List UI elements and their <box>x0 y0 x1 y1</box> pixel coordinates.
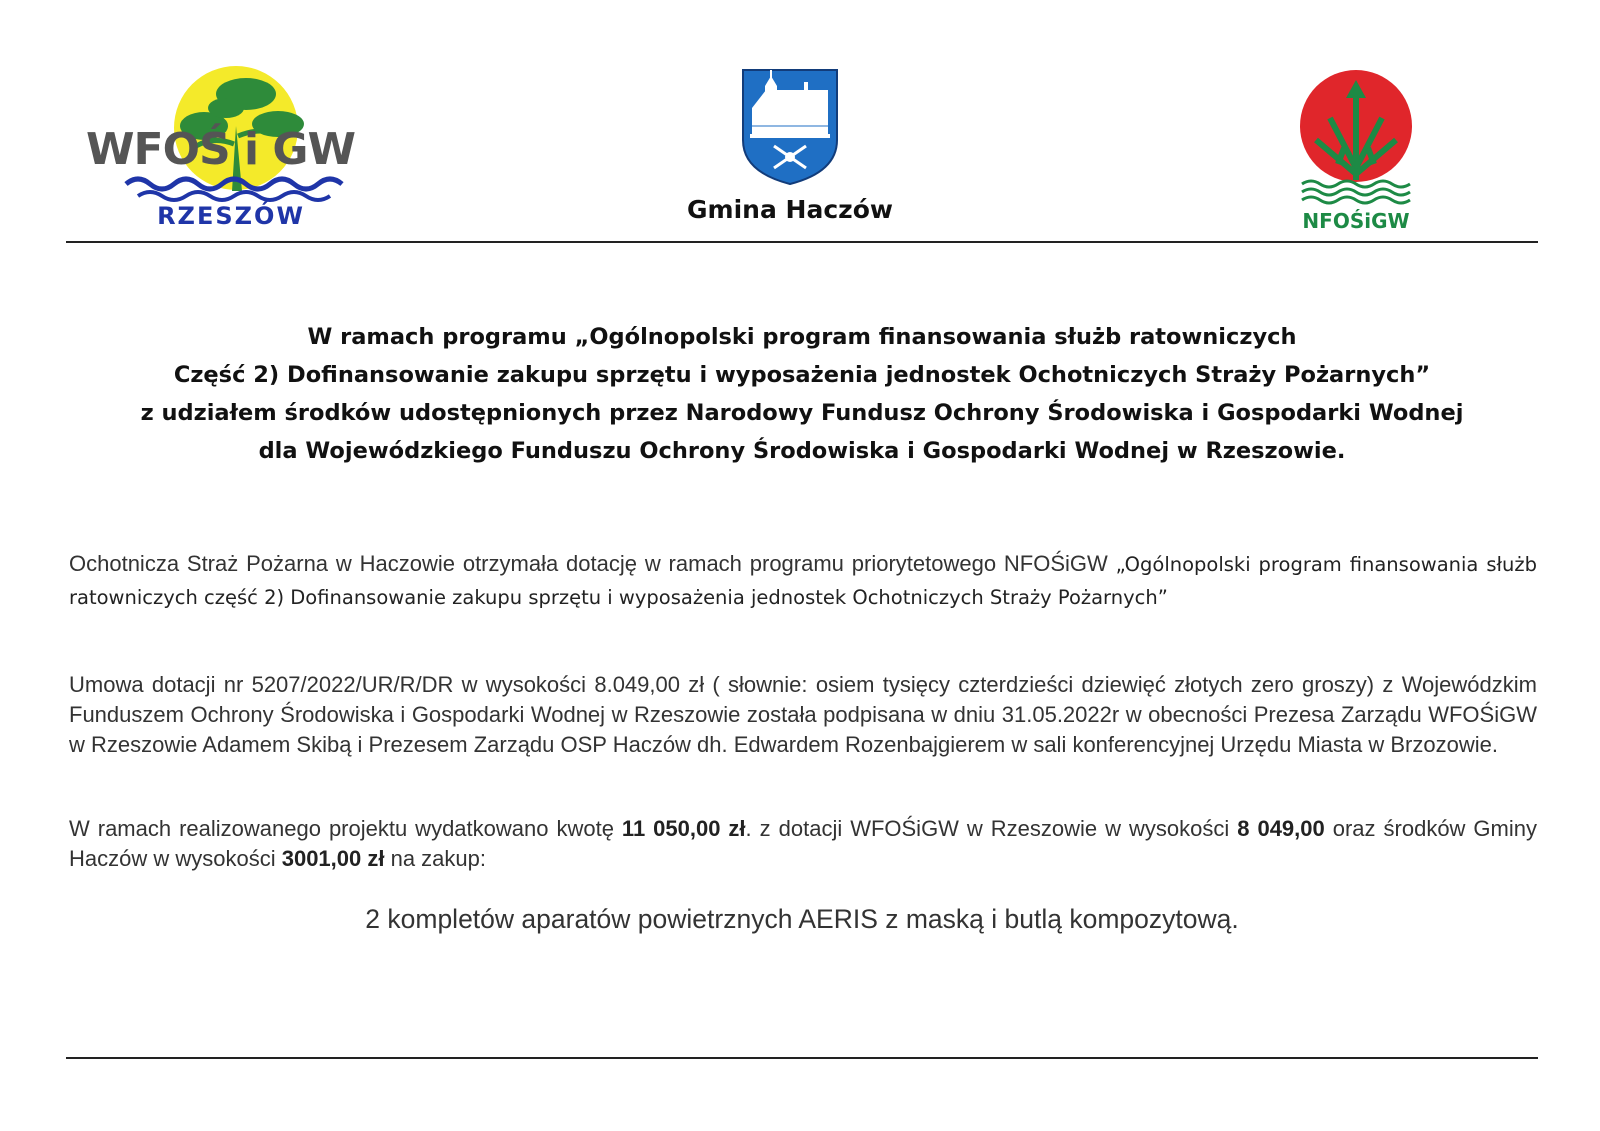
nfosigw-logo-icon <box>1300 68 1430 233</box>
header-divider <box>66 241 1538 243</box>
program-heading <box>66 318 1538 470</box>
gmina-haczow-label: Gmina Haczów <box>687 195 893 224</box>
purchased-item: 2 kompletów aparatów powietrznych AERIS z maską i butlą kompozytową. <box>365 904 1239 934</box>
grant-paragraph-program-name: „Ogólnopolski program finansowania służb ratowniczych część 2) Dofinansowanie zakupu sprzętu i wyposażenia jednostek Ochotniczych Straży Pożarnych” <box>69 553 1537 609</box>
amount-grant: 8 049,00 <box>1237 816 1325 841</box>
grant-paragraph-lead: Ochotnicza Straż Pożarna w Haczowie otrzymała dotację w ramach programu priorytetowego NFOŚiGW <box>69 551 1116 576</box>
spending-paragraph <box>69 814 1537 874</box>
heading-line-3: z udziałem środków udostępnionych przez Narodowy Fundusz Ochrony Środowiska i Gospodarki Wodnej <box>140 400 1464 426</box>
spending-text-3: oraz środków Gminy Haczów w wysokości <box>69 816 1537 871</box>
nfosigw-wordmark: NFOŚiGW <box>1302 209 1410 233</box>
heading-line-4: dla Wojewódzkiego Funduszu Ochrony Środowiska i Gospodarki Wodnej w Rzeszowie. <box>258 438 1346 464</box>
spending-text-2: . z dotacji WFOŚiGW w Rzeszowie w wysokości <box>745 816 1238 841</box>
spending-text-1: W ramach realizowanego projektu wydatkowano kwotę <box>69 816 622 841</box>
agreement-paragraph: Umowa dotacji nr 5207/2022/UR/R/DR w wysokości 8.049,00 zł ( słownie: osiem tysięcy czterdzieści dziewięć złotych zero groszy) z Wojewódzkim Funduszem Ochrony Środowiska i Gospodarki Wodnej w Rzeszowie została podpisana w dniu 31.05.2022r w obecności Prezesa Zarządu WFOŚiGW w Rzeszowie Adamem Skibą i Prezesem Zarządu OSP Haczów dh. Edwardem Rozenbajgierem w sali konferencyjnej Urzędu Miasta w Brzozowie. <box>69 672 1537 757</box>
grant-paragraph <box>69 548 1537 614</box>
coat-of-arms-icon <box>670 68 910 186</box>
amount-gmina: 3001,00 zł <box>281 846 385 871</box>
amount-total: 11 050,00 zł <box>621 816 746 841</box>
spending-text-4: na zakup: <box>384 846 486 871</box>
gmina-haczow-logo <box>670 68 910 233</box>
nfosigw-logo <box>1300 68 1430 233</box>
heading-line-2: Część 2) Dofinansowanie zakupu sprzętu i wyposażenia jednostek Ochotniczych Straży Pożarnych” <box>173 362 1431 388</box>
footer-divider <box>66 1057 1538 1059</box>
wfosigw-logo-icon <box>86 66 376 231</box>
logo-header <box>0 0 1600 240</box>
rzeszow-label: RZESZÓW <box>157 202 305 230</box>
wfosigw-rzeszow-logo <box>86 66 376 231</box>
wfosigw-wordmark: WFOŚ i GW <box>86 124 356 175</box>
heading-line-1: W ramach programu „Ogólnopolski program finansowania służb ratowniczych <box>307 324 1297 350</box>
